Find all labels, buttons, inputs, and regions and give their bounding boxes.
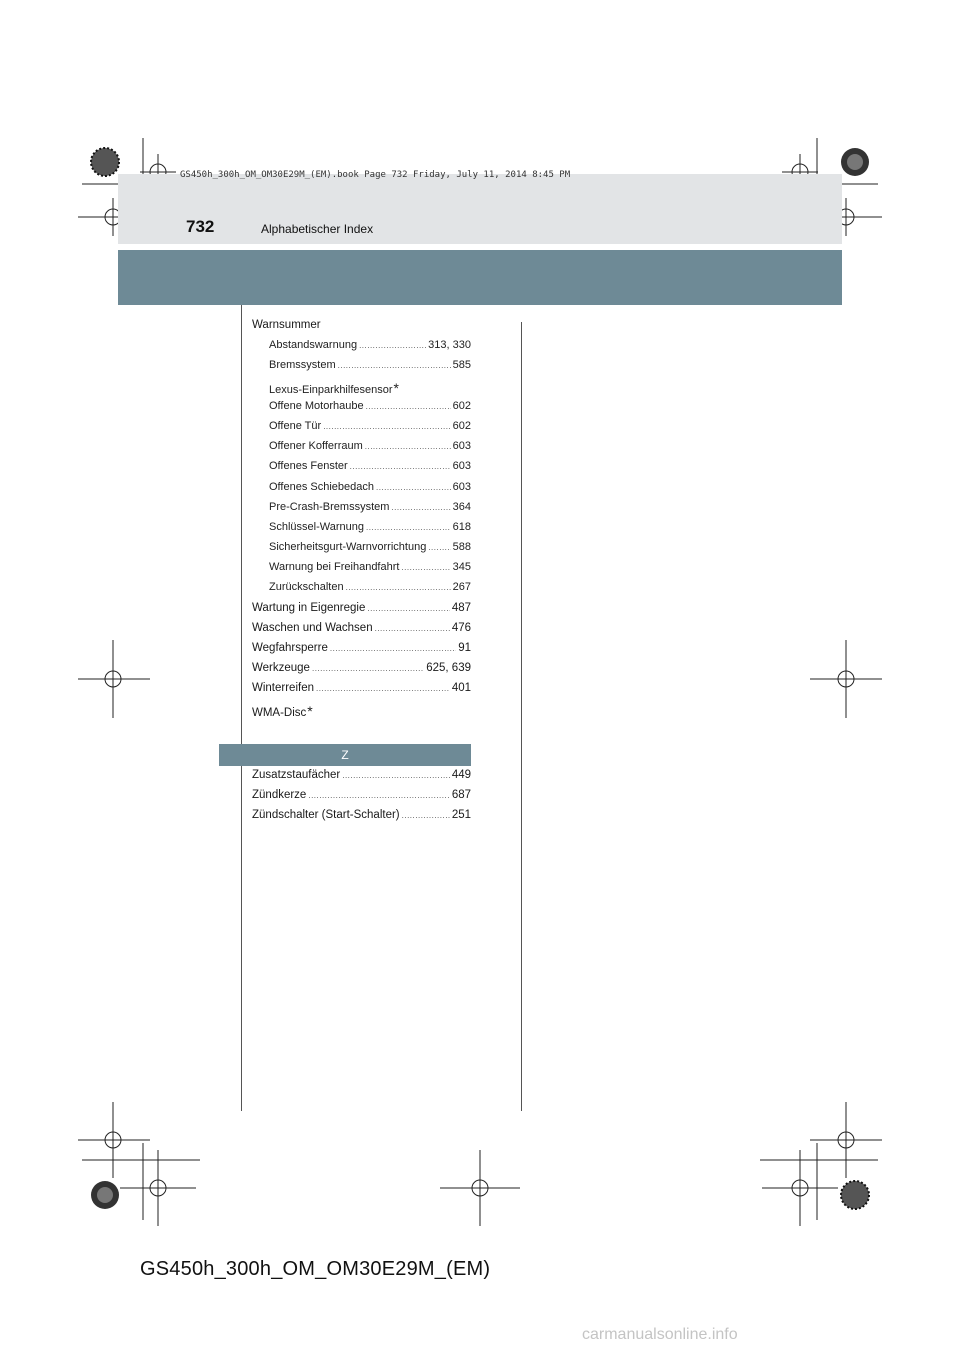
index-entry <box>252 769 471 789</box>
index-entry-page: 687 <box>451 789 471 802</box>
index-entry <box>252 481 471 501</box>
index-entry-label: Sicherheitsgurt-Warnvorrichtung <box>269 541 427 554</box>
dot-leader <box>402 811 450 820</box>
dot-leader <box>359 341 426 350</box>
index-entry <box>252 581 471 601</box>
page-number: 732 <box>186 217 215 236</box>
index-entry <box>252 501 471 521</box>
index-entry <box>252 622 471 642</box>
index-entry-label: Bremssystem <box>269 359 336 372</box>
index-entry-page: 585 <box>452 359 471 372</box>
dot-leader <box>350 462 451 471</box>
index-entry-label: Offenes Schiebedach <box>269 480 374 493</box>
dot-leader <box>366 523 451 532</box>
index-column-z <box>252 769 471 830</box>
column-divider-middle <box>521 322 522 1111</box>
starburst-target-icon <box>841 1181 869 1209</box>
index-entry <box>252 400 471 420</box>
index-entry <box>252 809 471 829</box>
index-entry <box>252 789 471 809</box>
registration-cross-icon <box>810 1102 882 1178</box>
index-entry-page: 313, 330 <box>428 339 471 352</box>
dot-leader <box>401 563 450 572</box>
index-entry-label: Werkzeuge <box>252 662 310 675</box>
index-entry-label: Zündkerze <box>252 789 307 802</box>
dot-leader <box>312 664 424 673</box>
index-entry-page: 588 <box>452 541 471 554</box>
registration-cross-icon <box>440 1150 520 1226</box>
registration-cross-icon <box>78 640 150 718</box>
index-entry <box>252 682 471 702</box>
footnote-star-icon: * <box>393 379 399 396</box>
index-entry <box>252 703 471 723</box>
dot-leader <box>428 543 450 552</box>
index-entry-page: 401 <box>451 682 471 695</box>
index-entry-label: Warnung bei Freihandfahrt <box>269 561 400 574</box>
index-entry-page: 603 <box>452 460 471 473</box>
registration-cross-icon <box>78 1102 150 1178</box>
index-entry-label: Wartung in Eigenregie <box>252 601 366 614</box>
index-entry-label: Warnsummer <box>252 319 321 331</box>
header-top-area <box>118 174 842 244</box>
index-entry-page: 603 <box>452 440 471 453</box>
index-entry <box>252 339 471 359</box>
index-entry-page: 267 <box>452 581 471 594</box>
index-entry-label: Lexus-Einparkhilfesensor <box>269 383 393 396</box>
column-divider-left <box>241 305 242 1111</box>
starburst-target-icon <box>91 1181 119 1209</box>
index-entry-label: Zusatzstaufächer <box>252 769 341 781</box>
index-entry-page: 251 <box>451 809 471 822</box>
starburst-target-icon <box>841 148 869 176</box>
index-entry <box>252 521 471 541</box>
index-entry <box>252 642 471 662</box>
registration-cross-icon <box>810 640 882 718</box>
registration-cross-icon <box>762 1150 838 1226</box>
index-entry <box>252 561 471 581</box>
book-info-line: GS450h_300h_OM_OM30E29M_(EM).book Page 732 Friday, July 11, 2014 8:45 PM <box>180 170 571 180</box>
dot-leader <box>366 402 451 411</box>
dot-leader <box>346 583 451 592</box>
index-entry <box>252 420 471 440</box>
watermark: carmanualsonline.info <box>582 1326 738 1343</box>
index-entry <box>252 541 471 561</box>
index-entry <box>252 460 471 480</box>
index-entry-page: 602 <box>452 419 471 432</box>
index-entry-page: 625, 639 <box>426 662 471 675</box>
index-entry <box>252 662 471 682</box>
section-title: Alphabetischer Index <box>261 222 374 236</box>
registration-cross-icon <box>120 1150 196 1226</box>
index-entry-label: Wegfahrsperre <box>252 642 328 654</box>
starburst-target-icon <box>91 148 119 176</box>
index-entry-page: 449 <box>451 769 471 781</box>
index-entry-label: Offenes Fenster <box>269 460 348 473</box>
index-entry-label: Waschen und Wachsen <box>252 621 373 634</box>
index-entry-label: Abstandswarnung <box>269 339 358 352</box>
dot-leader <box>367 604 449 613</box>
index-entry <box>252 602 471 622</box>
dot-leader <box>342 771 450 780</box>
dot-leader <box>375 624 450 633</box>
index-entry-page: 91 <box>458 642 471 654</box>
dot-leader <box>330 644 456 653</box>
index-entry-label: Pre-Crash-Bremssystem <box>269 500 390 513</box>
index-entry <box>252 319 471 339</box>
index-entry-page: 618 <box>452 520 471 533</box>
index-entry-label: WMA-Disc <box>252 706 307 719</box>
index-column <box>252 319 471 723</box>
index-entry-page: 476 <box>451 621 471 634</box>
index-entry-page: 364 <box>452 500 471 513</box>
dot-leader <box>391 503 450 512</box>
dot-leader <box>316 684 450 693</box>
index-entry-label: Offener Kofferraum <box>269 440 363 453</box>
dot-leader <box>338 361 451 370</box>
dot-leader <box>365 442 451 451</box>
index-entry-page: 602 <box>452 399 471 412</box>
footer-document-code: GS450h_300h_OM_OM30E29M_(EM) <box>140 1258 491 1280</box>
footnote-star-icon: * <box>307 702 313 719</box>
header-band <box>118 250 842 305</box>
index-entry-label: Offene Motorhaube <box>269 399 364 412</box>
dot-leader <box>376 483 451 492</box>
index-entry <box>252 359 471 379</box>
letter-heading-z: Z <box>219 744 471 766</box>
index-entry <box>252 440 471 460</box>
index-entry-label: Schlüssel-Warnung <box>269 520 364 533</box>
dot-leader <box>323 422 450 431</box>
index-entry-page: 603 <box>452 480 471 493</box>
index-entry-label: Zurückschalten <box>269 581 344 594</box>
index-entry-label: Zündschalter (Start-Schalter) <box>252 809 400 822</box>
index-entry-page: 487 <box>451 601 471 614</box>
dot-leader <box>308 791 449 800</box>
index-entry <box>252 380 471 400</box>
index-entry-label: Winterreifen <box>252 682 314 695</box>
index-entry-label: Offene Tür <box>269 419 322 432</box>
index-entry-page: 345 <box>452 561 471 574</box>
